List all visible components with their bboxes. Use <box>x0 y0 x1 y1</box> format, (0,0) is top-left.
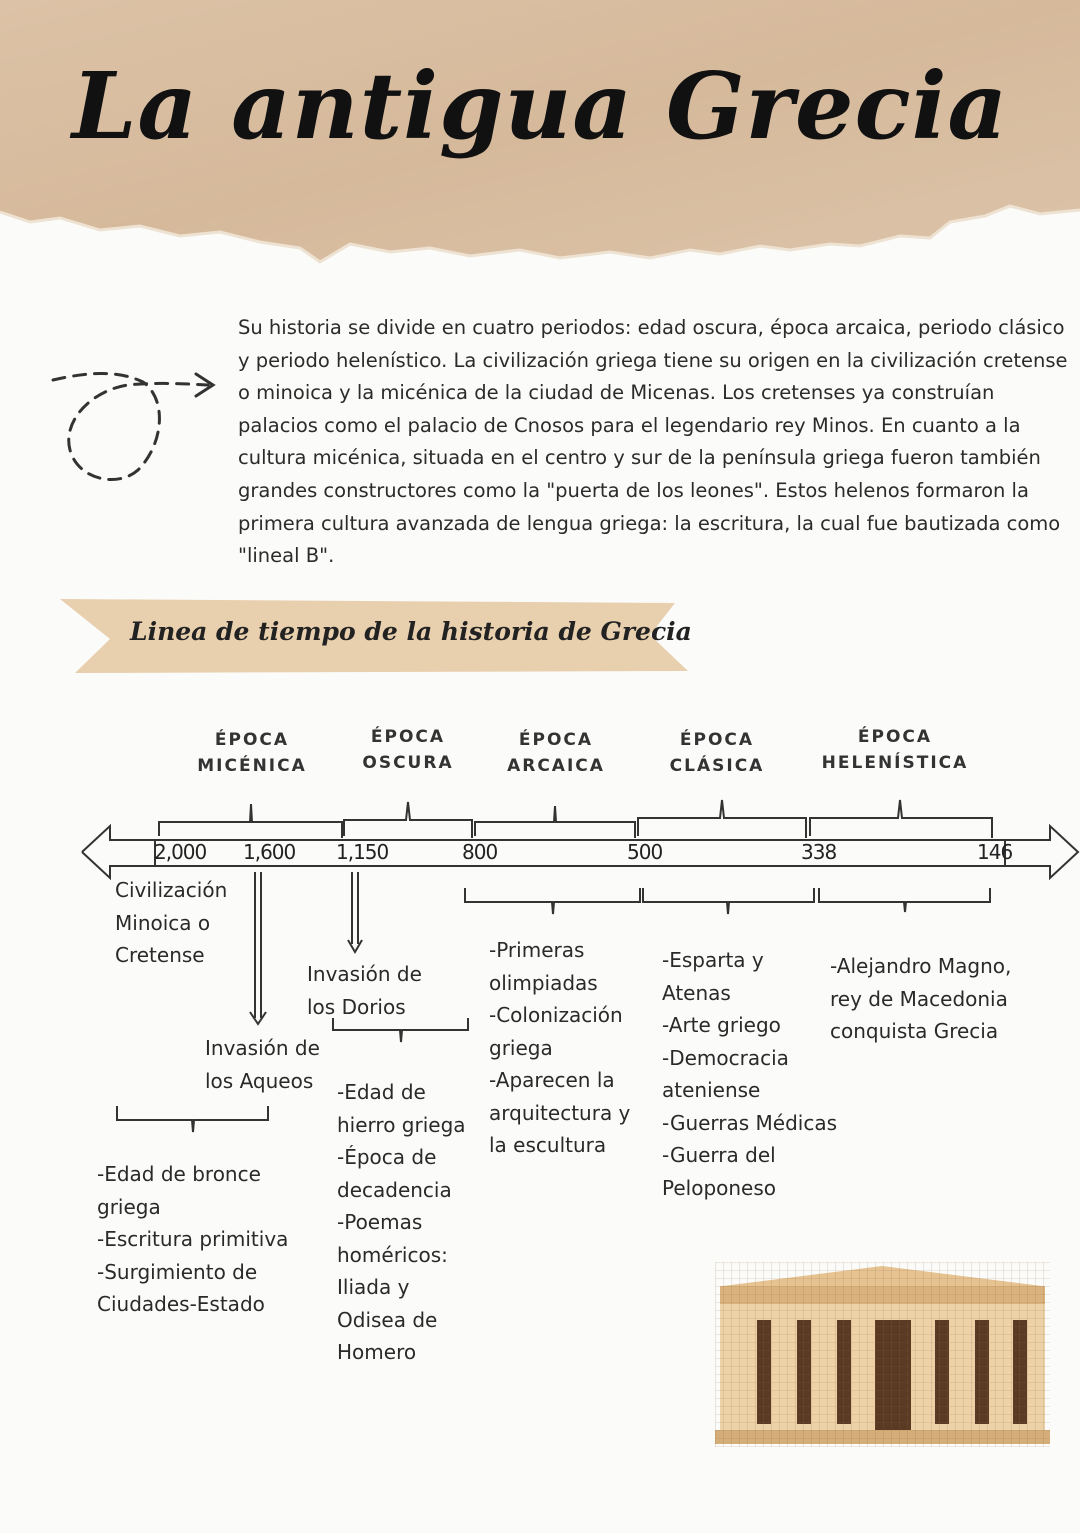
tick-146: 146 <box>977 840 1013 864</box>
intro-paragraph: Su historia se divide en cuatro periodos: edad oscura, época arcaica, periodo clásico y periodo helenístico. La civilización griega tiene su origen en la civilización cretense o minoica y la micénica de la ciudad de Micenas. Los cretenses ya construían palacios como el palacio de Cnosos para el legendario rey Minos. En cuanto a la cultura micénica, situada en el centro y sur de la península griega fueron también grandes constructores como la "puerta de los leones". Estos helenos formaron la primera cultura avanzada de lengua griega: la escritura, la cual fue bautizada como "lineal B". <box>238 316 1068 568</box>
page-title: La antigua Grecia <box>71 52 1009 160</box>
note-micenica-events: -Edad de bronce griega -Escritura primitiva -Surgimiento de Ciudades-Estado <box>97 1162 289 1316</box>
note-aqueos: Invasión de los Aqueos <box>205 1036 320 1093</box>
tick-1150: 1,150 <box>336 840 389 864</box>
note-arcaica-events: -Primeras olimpiadas -Colonización griega -Aparecen la arquitectura y la escultura <box>489 938 631 1157</box>
note-dorios: Invasión de los Dorios <box>307 962 422 1019</box>
tick-800: 800 <box>462 840 498 864</box>
tick-338: 338 <box>801 840 837 864</box>
timeline-heading: Linea de tiempo de la historia de Grecia <box>130 617 692 646</box>
note-helenistica-events: -Alejandro Magno, rey de Macedonia conquista Grecia <box>830 954 1012 1043</box>
tick-1600: 1,600 <box>243 840 296 864</box>
tick-2000: 2,000 <box>154 840 207 864</box>
parthenon-temple-icon <box>715 1262 1050 1447</box>
era-clasica: ÉPOCA CLÁSICA <box>669 730 765 776</box>
note-clasica-events: -Esparta y Atenas -Arte griego -Democracia ateniense -Guerras Médicas -Guerra del Peloponeso <box>662 948 838 1200</box>
era-helenistica: ÉPOCA HELENÍSTICA <box>821 727 969 773</box>
era-oscura: ÉPOCA OSCURA <box>362 727 454 773</box>
era-arcaica: ÉPOCA ARCAICA <box>507 730 605 776</box>
tick-500: 500 <box>627 840 663 864</box>
note-minoica: Civilización Minoica o Cretense <box>115 878 228 967</box>
note-oscura-events: -Edad de hierro griega -Época de decadencia -Poemas homéricos: Iliada y Odisea de Homero <box>337 1080 466 1364</box>
dashed-loop-arrow-icon <box>48 360 228 490</box>
era-micenica: ÉPOCA MICÉNICA <box>197 730 307 776</box>
